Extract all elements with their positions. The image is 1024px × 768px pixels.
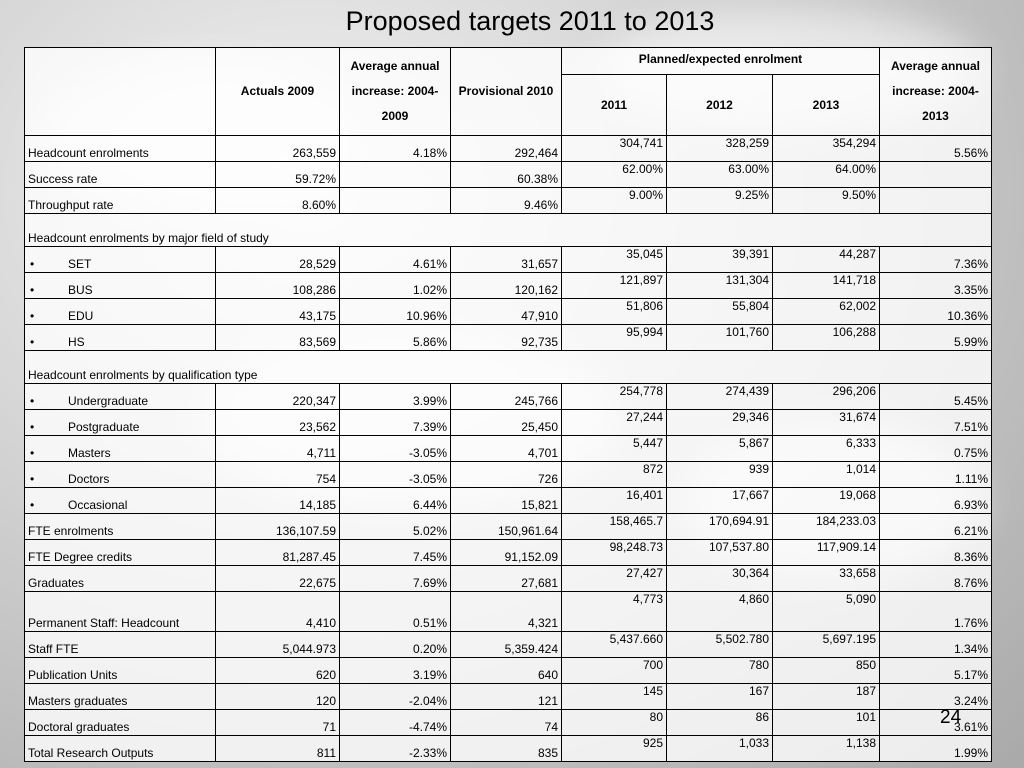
header-label-blank: [25, 48, 216, 136]
value-cell: 292,464: [451, 136, 562, 162]
row-label-cell: [25, 566, 216, 592]
value-cell: 1,138: [773, 736, 880, 762]
value-cell: 120,162: [451, 273, 562, 299]
row-label: Doctoral graduates: [28, 720, 130, 734]
value-cell: 187: [773, 684, 880, 710]
value-cell: 220,347: [216, 384, 340, 410]
table-row: [25, 684, 992, 710]
table-row: [25, 658, 992, 684]
value-cell: 296,206: [773, 384, 880, 410]
value-cell: 5.86%: [340, 325, 451, 351]
value-cell: 5.02%: [340, 514, 451, 540]
table-row: [25, 736, 992, 762]
value-cell: 121,897: [562, 273, 667, 299]
row-label-cell: [25, 410, 216, 436]
row-label: Throughput rate: [28, 198, 114, 212]
value-cell: 106,288: [773, 325, 880, 351]
row-label: Undergraduate: [68, 394, 149, 408]
value-cell: 121: [451, 684, 562, 710]
header-planned-enrolment: Planned/expected enrolment: [562, 48, 880, 75]
row-label-cell: [25, 540, 216, 566]
section-row: [25, 214, 992, 247]
row-label-cell: [25, 247, 216, 273]
slide-title: Proposed targets 2011 to 2013: [345, 6, 715, 36]
value-cell: 95,994: [562, 325, 667, 351]
row-label: HS: [68, 335, 85, 349]
value-cell: [340, 162, 451, 188]
value-cell: 274,439: [667, 384, 773, 410]
value-cell: 7.69%: [340, 566, 451, 592]
value-cell: 14,185: [216, 488, 340, 514]
value-cell: 10.36%: [880, 299, 992, 325]
header-avg-increase-2004-2013: Average annual increase: 2004-2013: [880, 48, 992, 136]
value-cell: -2.04%: [340, 684, 451, 710]
row-label: Permanent Staff: Headcount: [28, 616, 180, 630]
value-cell: -3.05%: [340, 436, 451, 462]
section-label: Headcount enrolments by qualification type: [25, 351, 992, 384]
table-row: [25, 540, 992, 566]
bullet-icon: •: [30, 498, 35, 512]
value-cell: 28,529: [216, 247, 340, 273]
row-label-cell: [25, 736, 216, 762]
value-cell: 925: [562, 736, 667, 762]
value-cell: 7.45%: [340, 540, 451, 566]
value-cell: 64.00%: [773, 162, 880, 188]
value-cell: 5,867: [667, 436, 773, 462]
value-cell: 0.75%: [880, 436, 992, 462]
value-cell: 263,559: [216, 136, 340, 162]
table-row: [25, 514, 992, 540]
row-label-cell: [25, 684, 216, 710]
value-cell: 8.76%: [880, 566, 992, 592]
header-avg-increase-2004-2009: Average annual increase: 2004-2009: [340, 48, 451, 136]
bullet-icon: •: [30, 420, 35, 434]
value-cell: 5.17%: [880, 658, 992, 684]
value-cell: 6,333: [773, 436, 880, 462]
row-label: Occasional: [68, 498, 128, 512]
value-cell: [880, 188, 992, 214]
row-label-cell: [25, 658, 216, 684]
value-cell: 700: [562, 658, 667, 684]
value-cell: [880, 162, 992, 188]
page-number: 24: [940, 707, 962, 728]
value-cell: 5,090: [773, 592, 880, 632]
value-cell: 33,658: [773, 566, 880, 592]
value-cell: -3.05%: [340, 462, 451, 488]
bullet-icon: •: [30, 472, 35, 486]
row-label: Postgraduate: [68, 420, 140, 434]
value-cell: [340, 188, 451, 214]
row-label-cell: [25, 632, 216, 658]
row-label: Success rate: [28, 172, 98, 186]
row-label: Headcount enrolments: [28, 146, 149, 160]
value-cell: 51,806: [562, 299, 667, 325]
value-cell: 5,447: [562, 436, 667, 462]
value-cell: 0.51%: [340, 592, 451, 632]
table-row: [25, 162, 992, 188]
value-cell: 1.99%: [880, 736, 992, 762]
value-cell: 23,562: [216, 410, 340, 436]
value-cell: 726: [451, 462, 562, 488]
value-cell: 19,068: [773, 488, 880, 514]
table-row: [25, 462, 992, 488]
table-row: [25, 566, 992, 592]
value-cell: -2.33%: [340, 736, 451, 762]
value-cell: 4,860: [667, 592, 773, 632]
row-label: Doctors: [68, 472, 110, 486]
value-cell: 9.50%: [773, 188, 880, 214]
value-cell: 5,697.195: [773, 632, 880, 658]
row-label: Masters: [68, 446, 111, 460]
value-cell: 4,321: [451, 592, 562, 632]
value-cell: 39,391: [667, 247, 773, 273]
table-row: [25, 273, 992, 299]
value-cell: 71: [216, 710, 340, 736]
value-cell: 35,045: [562, 247, 667, 273]
table-row: [25, 325, 992, 351]
section-label: Headcount enrolments by major field of study: [25, 214, 992, 247]
bullet-icon: •: [30, 283, 35, 297]
value-cell: 27,244: [562, 410, 667, 436]
value-cell: 3.24%: [880, 684, 992, 710]
value-cell: 120: [216, 684, 340, 710]
value-cell: 1.02%: [340, 273, 451, 299]
value-cell: 1,033: [667, 736, 773, 762]
table-row: [25, 384, 992, 410]
value-cell: 30,364: [667, 566, 773, 592]
value-cell: 145: [562, 684, 667, 710]
value-cell: 136,107.59: [216, 514, 340, 540]
value-cell: 3.99%: [340, 384, 451, 410]
value-cell: 1,014: [773, 462, 880, 488]
value-cell: 5,437.660: [562, 632, 667, 658]
value-cell: 328,259: [667, 136, 773, 162]
row-label: Staff FTE: [28, 642, 79, 656]
row-label: SET: [68, 257, 92, 271]
value-cell: 245,766: [451, 384, 562, 410]
row-label-cell: [25, 710, 216, 736]
value-cell: 354,294: [773, 136, 880, 162]
value-cell: 6.21%: [880, 514, 992, 540]
value-cell: 0.20%: [340, 632, 451, 658]
value-cell: 150,961.64: [451, 514, 562, 540]
bullet-icon: •: [30, 335, 35, 349]
value-cell: 25,450: [451, 410, 562, 436]
value-cell: 5.99%: [880, 325, 992, 351]
row-label-cell: [25, 462, 216, 488]
value-cell: 91,152.09: [451, 540, 562, 566]
value-cell: 27,427: [562, 566, 667, 592]
value-cell: 6.93%: [880, 488, 992, 514]
value-cell: 3.19%: [340, 658, 451, 684]
value-cell: 811: [216, 736, 340, 762]
table-header: [25, 48, 992, 136]
value-cell: 1.76%: [880, 592, 992, 632]
row-label-cell: [25, 488, 216, 514]
value-cell: 9.46%: [451, 188, 562, 214]
value-cell: 7.51%: [880, 410, 992, 436]
value-cell: 101: [773, 710, 880, 736]
table-row: [25, 592, 992, 632]
value-cell: 5.56%: [880, 136, 992, 162]
row-label: Graduates: [28, 576, 85, 590]
value-cell: 63.00%: [667, 162, 773, 188]
value-cell: 4.61%: [340, 247, 451, 273]
value-cell: 16,401: [562, 488, 667, 514]
value-cell: 5,044.973: [216, 632, 340, 658]
value-cell: 7.36%: [880, 247, 992, 273]
value-cell: 4,711: [216, 436, 340, 462]
row-label-cell: [25, 273, 216, 299]
value-cell: 939: [667, 462, 773, 488]
value-cell: 640: [451, 658, 562, 684]
value-cell: 4,410: [216, 592, 340, 632]
row-label-cell: [25, 162, 216, 188]
value-cell: 101,760: [667, 325, 773, 351]
row-label-cell: [25, 188, 216, 214]
value-cell: 22,675: [216, 566, 340, 592]
value-cell: 59.72%: [216, 162, 340, 188]
header-actuals-2009: Actuals 2009: [216, 48, 340, 136]
value-cell: 80: [562, 710, 667, 736]
table-row: [25, 247, 992, 273]
value-cell: 107,537.80: [667, 540, 773, 566]
row-label: Publication Units: [28, 668, 118, 682]
value-cell: 1.11%: [880, 462, 992, 488]
value-cell: 780: [667, 658, 773, 684]
table-row: [25, 410, 992, 436]
table-row: [25, 188, 992, 214]
value-cell: 3.61%: [880, 710, 992, 736]
header-provisional-2010: Provisional 2010: [451, 48, 562, 136]
value-cell: 9.25%: [667, 188, 773, 214]
value-cell: 31,674: [773, 410, 880, 436]
row-label-cell: [25, 592, 216, 632]
row-label: FTE Degree credits: [28, 550, 133, 564]
header-year-2012: 2012: [667, 75, 773, 136]
table-row: [25, 299, 992, 325]
value-cell: 4.18%: [340, 136, 451, 162]
value-cell: -4.74%: [340, 710, 451, 736]
row-label: Total Research Outputs: [28, 746, 154, 760]
table-row: [25, 632, 992, 658]
value-cell: 754: [216, 462, 340, 488]
value-cell: 117,909.14: [773, 540, 880, 566]
value-cell: 850: [773, 658, 880, 684]
value-cell: 27,681: [451, 566, 562, 592]
value-cell: 141,718: [773, 273, 880, 299]
value-cell: 10.96%: [340, 299, 451, 325]
value-cell: 5,502.780: [667, 632, 773, 658]
value-cell: 620: [216, 658, 340, 684]
value-cell: 6.44%: [340, 488, 451, 514]
value-cell: 8.36%: [880, 540, 992, 566]
value-cell: 167: [667, 684, 773, 710]
table-body: [25, 136, 992, 762]
row-label: EDU: [68, 309, 94, 323]
value-cell: 9.00%: [562, 188, 667, 214]
value-cell: 4,773: [562, 592, 667, 632]
bullet-icon: •: [30, 257, 35, 271]
table-row: [25, 488, 992, 514]
header-year-2011: 2011: [562, 75, 667, 136]
value-cell: 7.39%: [340, 410, 451, 436]
value-cell: 5.45%: [880, 384, 992, 410]
value-cell: 17,667: [667, 488, 773, 514]
value-cell: 86: [667, 710, 773, 736]
value-cell: 74: [451, 710, 562, 736]
row-label-cell: [25, 299, 216, 325]
row-label: BUS: [68, 283, 93, 297]
value-cell: 62.00%: [562, 162, 667, 188]
bullet-icon: •: [30, 309, 35, 323]
row-label-cell: [25, 384, 216, 410]
value-cell: 254,778: [562, 384, 667, 410]
value-cell: 98,248.73: [562, 540, 667, 566]
table-row: [25, 136, 992, 162]
value-cell: 184,233.03: [773, 514, 880, 540]
row-label-cell: [25, 514, 216, 540]
row-label-cell: [25, 325, 216, 351]
value-cell: 47,910: [451, 299, 562, 325]
value-cell: 44,287: [773, 247, 880, 273]
value-cell: 15,821: [451, 488, 562, 514]
value-cell: 62,002: [773, 299, 880, 325]
table-row: [25, 436, 992, 462]
value-cell: 872: [562, 462, 667, 488]
value-cell: 43,175: [216, 299, 340, 325]
targets-table: [24, 47, 992, 762]
row-label: Masters graduates: [28, 694, 128, 708]
value-cell: 31,657: [451, 247, 562, 273]
value-cell: 83,569: [216, 325, 340, 351]
row-label-cell: [25, 136, 216, 162]
value-cell: 170,694.91: [667, 514, 773, 540]
value-cell: 81,287.45: [216, 540, 340, 566]
value-cell: 131,304: [667, 273, 773, 299]
row-label: FTE enrolments: [28, 524, 114, 538]
value-cell: 92,735: [451, 325, 562, 351]
value-cell: 3.35%: [880, 273, 992, 299]
value-cell: 29,346: [667, 410, 773, 436]
row-label-cell: [25, 436, 216, 462]
value-cell: 5,359.424: [451, 632, 562, 658]
value-cell: 835: [451, 736, 562, 762]
value-cell: 60.38%: [451, 162, 562, 188]
value-cell: 55,804: [667, 299, 773, 325]
value-cell: 158,465.7: [562, 514, 667, 540]
value-cell: 4,701: [451, 436, 562, 462]
table-row: [25, 710, 992, 736]
bullet-icon: •: [30, 446, 35, 460]
bullet-icon: •: [30, 394, 35, 408]
value-cell: 304,741: [562, 136, 667, 162]
value-cell: 8.60%: [216, 188, 340, 214]
value-cell: 108,286: [216, 273, 340, 299]
value-cell: 1.34%: [880, 632, 992, 658]
section-row: [25, 351, 992, 384]
header-year-2013: 2013: [773, 75, 880, 136]
